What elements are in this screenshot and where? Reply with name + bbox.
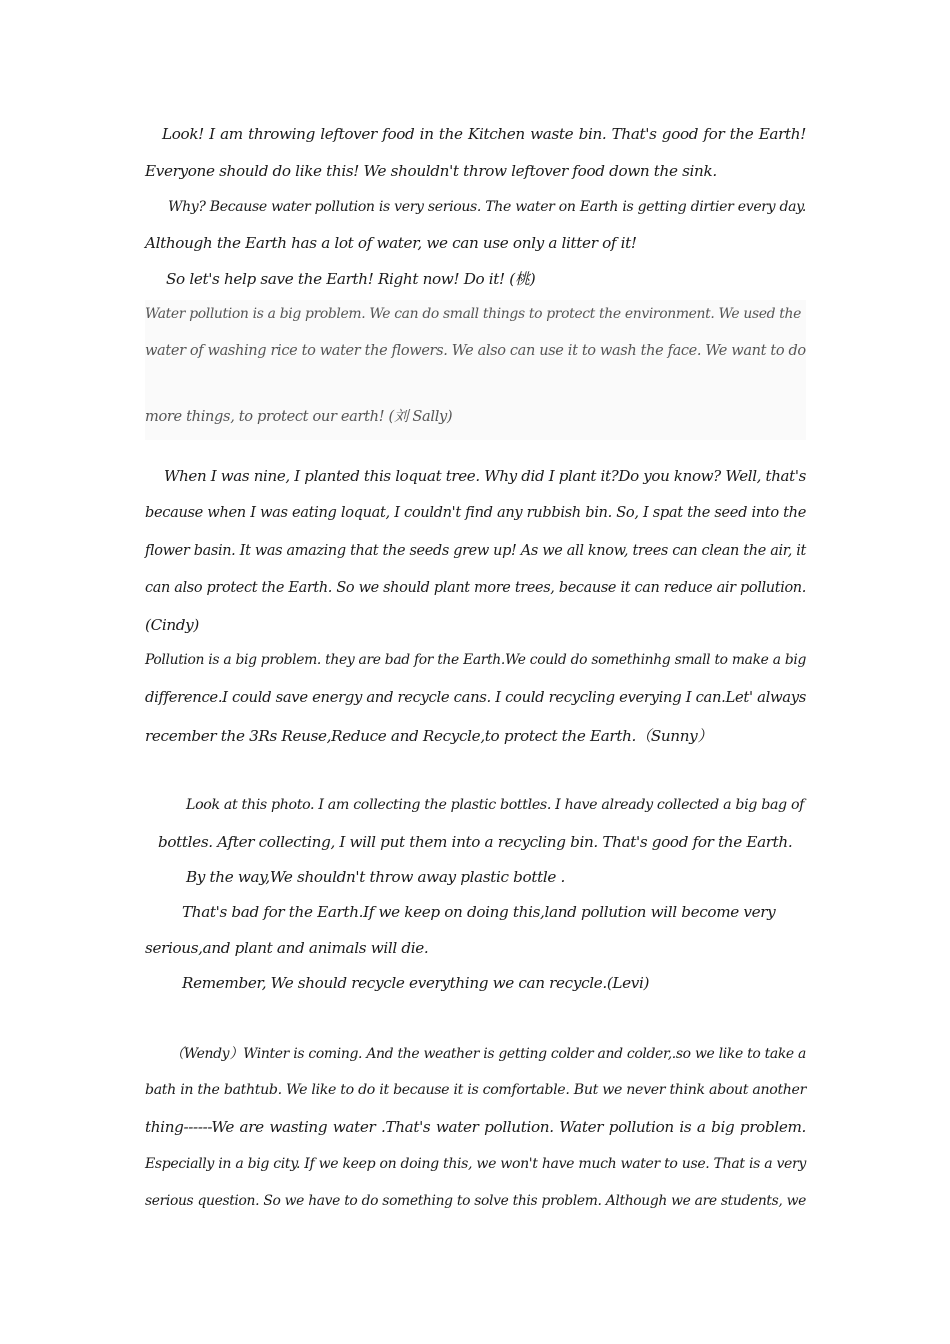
text-line: Why? Because water pollution is very serious. The water on Earth is getting dirtier every day. [168, 199, 806, 215]
text-line: Especially in a big city. If we keep on doing this, we won't have much water to use. That is a very [145, 1156, 806, 1172]
text-line: Water pollution is a big problem. We can do small things to protect the environment. We used the [145, 306, 801, 322]
text-line: more things, to protect our earth! (刘 Sally) [145, 408, 453, 425]
text-line: can also protect the Earth. So we should plant more trees, because it can reduce air pollution. [145, 580, 806, 596]
text-line: By the way,We shouldn't throw away plastic bottle . [186, 868, 565, 886]
text-line: Remember, We should recycle everything we can recycle.(Levi) [182, 974, 650, 992]
text-line: (Cindy) [145, 616, 199, 634]
text-line: When I was nine, I planted this loquat tree. Why did I plant it?Do you know? Well, that's [164, 467, 806, 485]
text-line: （Wendy）Winter is coming. And the weather is getting colder and colder,.so we like to take a [170, 1046, 806, 1062]
text-line: Look at this photo. I am collecting the plastic bottles. I have already collected a big bag of [186, 797, 805, 813]
text-line: Pollution is a big problem. they are bad for the Earth.We could do somethinhg small to make a big [145, 652, 806, 668]
text-line: difference.I could save energy and recycle cans. I could recycling everying I can.Let' always [145, 689, 806, 706]
text-line: serious,and plant and animals will die. [145, 939, 429, 957]
text-line: That's bad for the Earth.If we keep on doing this,land pollution will become very [182, 903, 776, 921]
text-line: thing------We are wasting water .That's water pollution. Water pollution is a big problem. [145, 1118, 806, 1136]
text-line: Although the Earth has a lot of water, we can use only a litter of it! [145, 234, 637, 252]
text-line: serious question. So we have to do something to solve this problem. Although we are students, we [145, 1193, 806, 1209]
text-line: Look! I am throwing leftover food in the Kitchen waste bin. That's good for the Earth! [162, 125, 806, 143]
text-line: bath in the bathtub. We like to do it because it is comfortable. But we never think about another [145, 1082, 806, 1098]
text-line: Everyone should do like this! We shouldn't throw leftover food down the sink. [145, 162, 717, 180]
text-line: water of washing rice to water the flowers. We also can use it to wash the face. We want to do [145, 343, 806, 359]
text-line: So let's help save the Earth! Right now! Do it! (桃) [166, 270, 536, 288]
text-line: bottles. After collecting, I will put them into a recycling bin. That's good for the Earth. [158, 833, 793, 851]
paragraph-liu-sally [145, 300, 806, 440]
text-line: recember the 3Rs Reuse,Reduce and Recycle,to protect the Earth.（Sunny） [145, 727, 713, 745]
text-line: because when I was eating loquat, I couldn't find any rubbish bin. So, I spat the seed into the [145, 504, 806, 521]
text-line: flower basin. It was amazing that the seeds grew up! As we all know, trees can clean the air, it [145, 543, 806, 559]
